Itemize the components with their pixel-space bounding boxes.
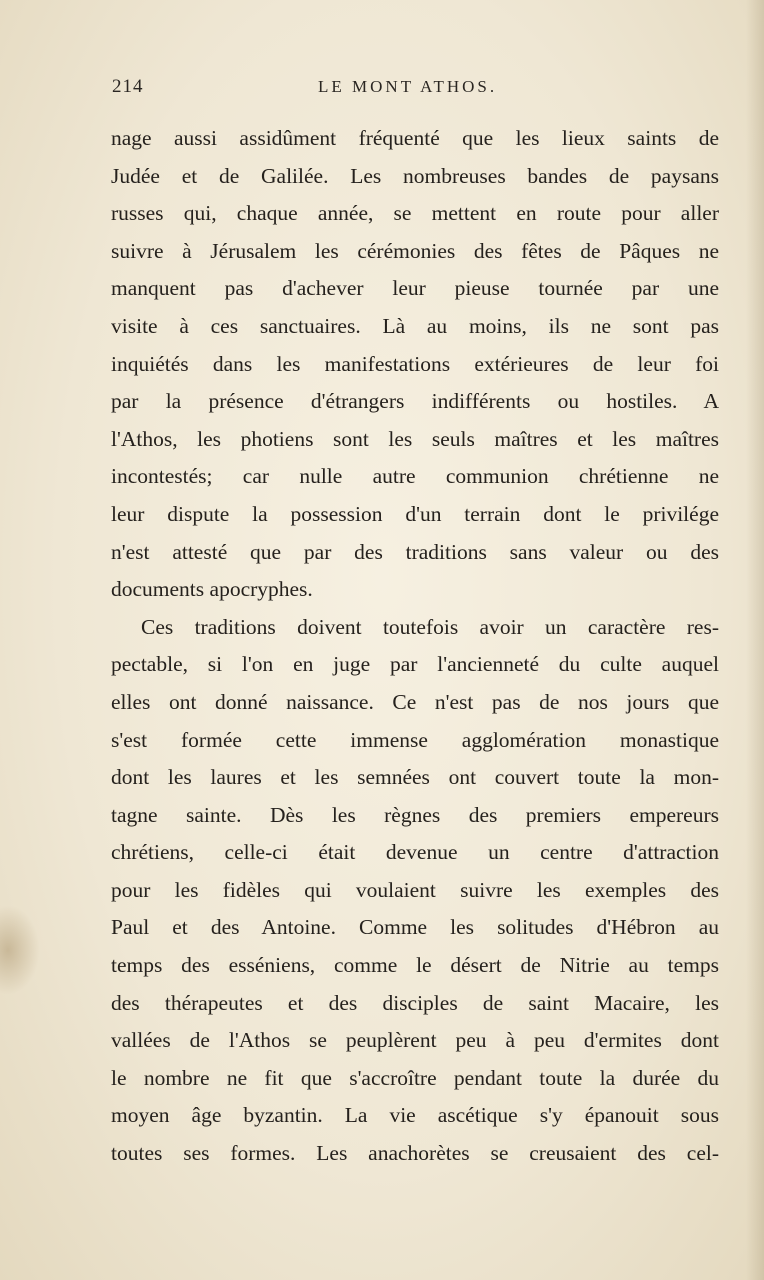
- running-header: [112, 76, 716, 102]
- text-line: n'est attesté que par des traditions sans valeur ou des: [111, 539, 719, 564]
- text-line: manquent pas d'achever leur pieuse tournée par une: [111, 276, 719, 301]
- text-line: inquiétés dans les manifestations extérieures de leur foi: [111, 351, 719, 376]
- page-number: 214: [112, 76, 144, 97]
- paper-stain: [0, 905, 40, 995]
- text-line: par la présence d'étrangers indifférents ou hostiles. A: [111, 389, 719, 414]
- text-line: moyen âge byzantin. La vie ascétique s'y épanouit sous: [111, 1103, 719, 1128]
- text-line: visite à ces sanctuaires. Là au moins, ils ne sont pas: [111, 313, 719, 338]
- text-line: Paul et des Antoine. Comme les solitudes d'Hébron au: [111, 915, 719, 940]
- body-text: [111, 120, 719, 1173]
- text-line: dont les laures et les semnées ont couvert toute la mon-: [111, 765, 719, 790]
- text-line: des thérapeutes et des disciples de saint Macaire, les: [111, 990, 719, 1015]
- text-line: incontestés; car nulle autre communion chrétienne ne: [111, 464, 719, 489]
- text-line: temps des esséniens, comme le désert de Nitrie au temps: [111, 953, 719, 978]
- text-line: pour les fidèles qui voulaient suivre les exemples des: [111, 877, 719, 902]
- text-line: le nombre ne fit que s'accroître pendant toute la durée du: [111, 1065, 719, 1090]
- text-line: suivre à Jérusalem les cérémonies des fêtes de Pâques ne: [111, 238, 719, 263]
- text-line: pectable, si l'on en juge par l'ancienneté du culte auquel: [111, 652, 719, 677]
- text-line: toutes ses formes. Les anachorètes se creusaient des cel-: [111, 1141, 719, 1166]
- text-line: vallées de l'Athos se peuplèrent peu à peu d'ermites dont: [111, 1028, 719, 1053]
- text-line: l'Athos, les photiens sont les seuls maîtres et les maîtres: [111, 426, 719, 451]
- text-line: leur dispute la possession d'un terrain dont le privilége: [111, 501, 719, 526]
- text-line: chrétiens, celle-ci était devenue un centre d'attraction: [111, 840, 719, 865]
- running-title: LE MONT ATHOS.: [318, 77, 498, 96]
- text-line: s'est formée cette immense agglomération monastique: [111, 727, 719, 752]
- text-line: Judée et de Galilée. Les nombreuses bandes de paysans: [111, 163, 719, 188]
- paragraph-first-line: Ces traditions doivent toutefois avoir un caractère res-: [141, 614, 719, 639]
- text-line: nage aussi assidûment fréquenté que les lieux saints de: [111, 126, 719, 150]
- text-line: russes qui, chaque année, se mettent en route pour aller: [111, 201, 719, 226]
- page-edge-shadow: [746, 0, 764, 1280]
- paragraph-end-line: documents apocryphes.: [111, 577, 313, 602]
- text-line: tagne sainte. Dès les règnes des premiers empereurs: [111, 802, 719, 827]
- text-line: elles ont donné naissance. Ce n'est pas de nos jours que: [111, 689, 719, 714]
